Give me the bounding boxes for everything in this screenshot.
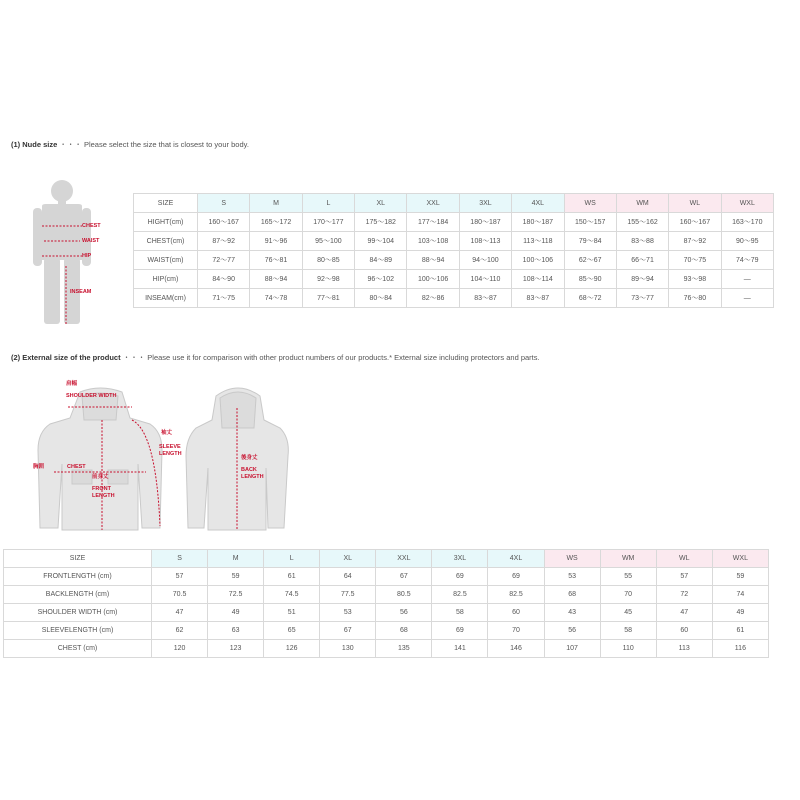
- nude-size-description: Please select the size that is closest to your body.: [83, 140, 249, 149]
- table-cell: 69: [432, 622, 488, 640]
- table-cell: 130: [320, 640, 376, 658]
- table-cell: 146: [488, 640, 544, 658]
- table-cell: 123: [208, 640, 264, 658]
- table-cell: 70.5: [152, 586, 208, 604]
- table-header-row: [4, 550, 769, 568]
- table-cell: 65: [264, 622, 320, 640]
- shoulder-width-annotation-jp: 肩幅: [66, 381, 78, 387]
- front-length-annotation-2: LENGTH: [92, 493, 115, 499]
- table-cell: 108～114: [512, 270, 564, 289]
- sleeve-length-annotation-jp: 袖丈: [161, 430, 173, 436]
- table-cell: 180～187: [459, 213, 511, 232]
- front-length-annotation-1: FRONT: [92, 486, 111, 492]
- table-cell: 95～100: [302, 232, 354, 251]
- table-cell: 70: [600, 586, 656, 604]
- table-cell: 62～67: [564, 251, 616, 270]
- table-cell: 108～113: [459, 232, 511, 251]
- table-cell: —: [721, 289, 773, 308]
- table-cell: 68: [544, 586, 600, 604]
- size-column-header: S: [152, 550, 208, 568]
- table-cell: 61: [712, 622, 768, 640]
- waist-annotation: WAIST: [82, 238, 100, 244]
- size-column-header: 3XL: [432, 550, 488, 568]
- table-cell: 83～88: [616, 232, 668, 251]
- jacket-back-figure: [180, 380, 290, 535]
- table-cell: 79～84: [564, 232, 616, 251]
- table-row: [4, 622, 769, 640]
- table-cell: 107: [544, 640, 600, 658]
- table-cell: 155～162: [616, 213, 668, 232]
- table-cell: 100～106: [407, 270, 459, 289]
- nude-size-title: (1) Nude size: [11, 140, 58, 149]
- table-cell: 45: [600, 604, 656, 622]
- table-cell: 77～81: [302, 289, 354, 308]
- table-row: [4, 568, 769, 586]
- table-cell: 92～98: [302, 270, 354, 289]
- row-label: HIGHT(cm): [134, 213, 198, 232]
- table-cell: 49: [712, 604, 768, 622]
- table-cell: 49: [208, 604, 264, 622]
- table-cell: 63: [208, 622, 264, 640]
- table-cell: 57: [656, 568, 712, 586]
- table-cell: 126: [264, 640, 320, 658]
- size-column-header: XXL: [376, 550, 432, 568]
- size-column-header: S: [198, 194, 250, 213]
- size-column-header: L: [264, 550, 320, 568]
- table-cell: 87～92: [669, 232, 721, 251]
- table-cell: 53: [320, 604, 376, 622]
- table-cell: 71～75: [198, 289, 250, 308]
- table-cell: 61: [264, 568, 320, 586]
- table-cell: 68～72: [564, 289, 616, 308]
- table-cell: 68: [376, 622, 432, 640]
- table-cell: 82～86: [407, 289, 459, 308]
- table-cell: 180～187: [512, 213, 564, 232]
- table-cell: 83～87: [459, 289, 511, 308]
- size-column-header: L: [302, 194, 354, 213]
- table-cell: 177～184: [407, 213, 459, 232]
- sleeve-length-annotation-1: SLEEVE: [159, 444, 181, 450]
- size-column-header: XXL: [407, 194, 459, 213]
- size-column-header: WL: [656, 550, 712, 568]
- table-cell: 160～167: [198, 213, 250, 232]
- table-cell: 93～98: [669, 270, 721, 289]
- table-cell: 103～108: [407, 232, 459, 251]
- table-cell: 59: [712, 568, 768, 586]
- table-cell: 76～80: [669, 289, 721, 308]
- table-cell: 84～90: [198, 270, 250, 289]
- table-cell: 94～100: [459, 251, 511, 270]
- table-cell: 163～170: [721, 213, 773, 232]
- table-cell: 100～106: [512, 251, 564, 270]
- table-cell: 67: [376, 568, 432, 586]
- size-column-header: 4XL: [512, 194, 564, 213]
- table-row: [4, 640, 769, 658]
- size-column-header: WXL: [721, 194, 773, 213]
- table-cell: 87～92: [198, 232, 250, 251]
- size-column-header: WM: [616, 194, 668, 213]
- nude-size-table: [133, 193, 774, 308]
- shoulder-width-annotation: SHOULDER WIDTH: [66, 393, 117, 399]
- table-cell: 116: [712, 640, 768, 658]
- table-cell: 113～118: [512, 232, 564, 251]
- table-cell: 96～102: [355, 270, 407, 289]
- table-cell: 88～94: [250, 270, 302, 289]
- table-row: [134, 289, 774, 308]
- size-column-header: 3XL: [459, 194, 511, 213]
- jacket-back-icon: [180, 380, 290, 535]
- row-label: BACKLENGTH (cm): [4, 586, 152, 604]
- nude-size-heading: [11, 139, 249, 150]
- table-cell: 77.5: [320, 586, 376, 604]
- table-cell: 67: [320, 622, 376, 640]
- front-length-annotation-jp: 前身丈: [92, 474, 109, 480]
- table-cell: 69: [432, 568, 488, 586]
- table-cell: 120: [152, 640, 208, 658]
- table-row: [134, 213, 774, 232]
- table-cell: 72～77: [198, 251, 250, 270]
- table-cell: 84～89: [355, 251, 407, 270]
- table-cell: 150～157: [564, 213, 616, 232]
- heading-dots: ・・・: [59, 140, 82, 149]
- table-cell: 141: [432, 640, 488, 658]
- chest-annotation-jp: 胸囲: [33, 464, 45, 470]
- row-label: SHOULDER WIDTH (cm): [4, 604, 152, 622]
- table-cell: 82.5: [488, 586, 544, 604]
- table-cell: 74: [712, 586, 768, 604]
- table-cell: 55: [600, 568, 656, 586]
- table-header-row: [134, 194, 774, 213]
- external-size-description: Please use it for comparison with other product numbers of our products.* External size including protectors and parts.: [147, 353, 540, 362]
- heading-dots: ・・・: [122, 353, 146, 362]
- chest-annotation: CHEST: [82, 223, 101, 229]
- table-cell: 60: [488, 604, 544, 622]
- body-silhouette-icon: [28, 176, 128, 328]
- table-row: [4, 604, 769, 622]
- table-cell: 69: [488, 568, 544, 586]
- back-length-annotation-jp: 後身丈: [241, 455, 258, 461]
- size-column-header: M: [208, 550, 264, 568]
- size-column-header: XL: [320, 550, 376, 568]
- row-label: CHEST(cm): [134, 232, 198, 251]
- table-cell: 175～182: [355, 213, 407, 232]
- table-cell: 74.5: [264, 586, 320, 604]
- table-cell: —: [721, 270, 773, 289]
- external-size-heading: [11, 352, 540, 363]
- jacket-front-figure: [30, 380, 182, 535]
- table-cell: 62: [152, 622, 208, 640]
- size-column-header: XL: [355, 194, 407, 213]
- table-cell: 99～104: [355, 232, 407, 251]
- size-column-header: 4XL: [488, 550, 544, 568]
- row-label: WAIST(cm): [134, 251, 198, 270]
- size-column-header: M: [250, 194, 302, 213]
- table-cell: 80.5: [376, 586, 432, 604]
- table-cell: 64: [320, 568, 376, 586]
- table-cell: 60: [656, 622, 712, 640]
- table-cell: 165～172: [250, 213, 302, 232]
- row-label: INSEAM(cm): [134, 289, 198, 308]
- table-cell: 110: [600, 640, 656, 658]
- table-cell: 74～79: [721, 251, 773, 270]
- inseam-annotation: INSEAM: [70, 289, 92, 295]
- table-cell: 89～94: [616, 270, 668, 289]
- body-measurement-figure: [28, 176, 128, 328]
- table-cell: 70: [488, 622, 544, 640]
- chest-annotation: CHEST: [67, 464, 86, 470]
- table-cell: 59: [208, 568, 264, 586]
- table-cell: 85～90: [564, 270, 616, 289]
- table-cell: 72.5: [208, 586, 264, 604]
- table-cell: 160～167: [669, 213, 721, 232]
- table-cell: 58: [432, 604, 488, 622]
- table-cell: 170～177: [302, 213, 354, 232]
- table-cell: 83～87: [512, 289, 564, 308]
- table-cell: 73～77: [616, 289, 668, 308]
- table-cell: 70～75: [669, 251, 721, 270]
- table-cell: 135: [376, 640, 432, 658]
- row-label: HIP(cm): [134, 270, 198, 289]
- table-cell: 47: [656, 604, 712, 622]
- table-row: [134, 232, 774, 251]
- table-cell: 80～85: [302, 251, 354, 270]
- table-cell: 82.5: [432, 586, 488, 604]
- row-label: CHEST (cm): [4, 640, 152, 658]
- table-cell: 56: [376, 604, 432, 622]
- table-cell: 58: [600, 622, 656, 640]
- size-column-header: WM: [600, 550, 656, 568]
- row-label: FRONTLENGTH (cm): [4, 568, 152, 586]
- table-cell: 113: [656, 640, 712, 658]
- table-cell: 47: [152, 604, 208, 622]
- table-row: [134, 251, 774, 270]
- table-cell: 66～71: [616, 251, 668, 270]
- external-size-title: (2) External size of the product: [11, 353, 121, 362]
- table-cell: 53: [544, 568, 600, 586]
- sleeve-length-annotation-2: LENGTH: [159, 451, 182, 457]
- table-cell: 90～95: [721, 232, 773, 251]
- table-cell: 57: [152, 568, 208, 586]
- back-length-annotation-1: BACK: [241, 467, 257, 473]
- table-cell: 91～96: [250, 232, 302, 251]
- table-cell: 74～78: [250, 289, 302, 308]
- table-cell: 43: [544, 604, 600, 622]
- size-column-header: WS: [564, 194, 616, 213]
- hip-annotation: HIP: [82, 253, 92, 259]
- table-cell: 51: [264, 604, 320, 622]
- row-label: SLEEVELENGTH (cm): [4, 622, 152, 640]
- table-cell: 76～81: [250, 251, 302, 270]
- back-length-annotation-2: LENGTH: [241, 474, 264, 480]
- table-cell: 80～84: [355, 289, 407, 308]
- size-header-cell: SIZE: [134, 194, 198, 213]
- table-row: [4, 586, 769, 604]
- table-cell: 104～110: [459, 270, 511, 289]
- size-column-header: WXL: [712, 550, 768, 568]
- size-column-header: WL: [669, 194, 721, 213]
- table-row: [134, 270, 774, 289]
- table-cell: 56: [544, 622, 600, 640]
- external-size-table: [3, 549, 769, 658]
- table-cell: 88～94: [407, 251, 459, 270]
- table-cell: 72: [656, 586, 712, 604]
- size-column-header: WS: [544, 550, 600, 568]
- size-header-cell: SIZE: [4, 550, 152, 568]
